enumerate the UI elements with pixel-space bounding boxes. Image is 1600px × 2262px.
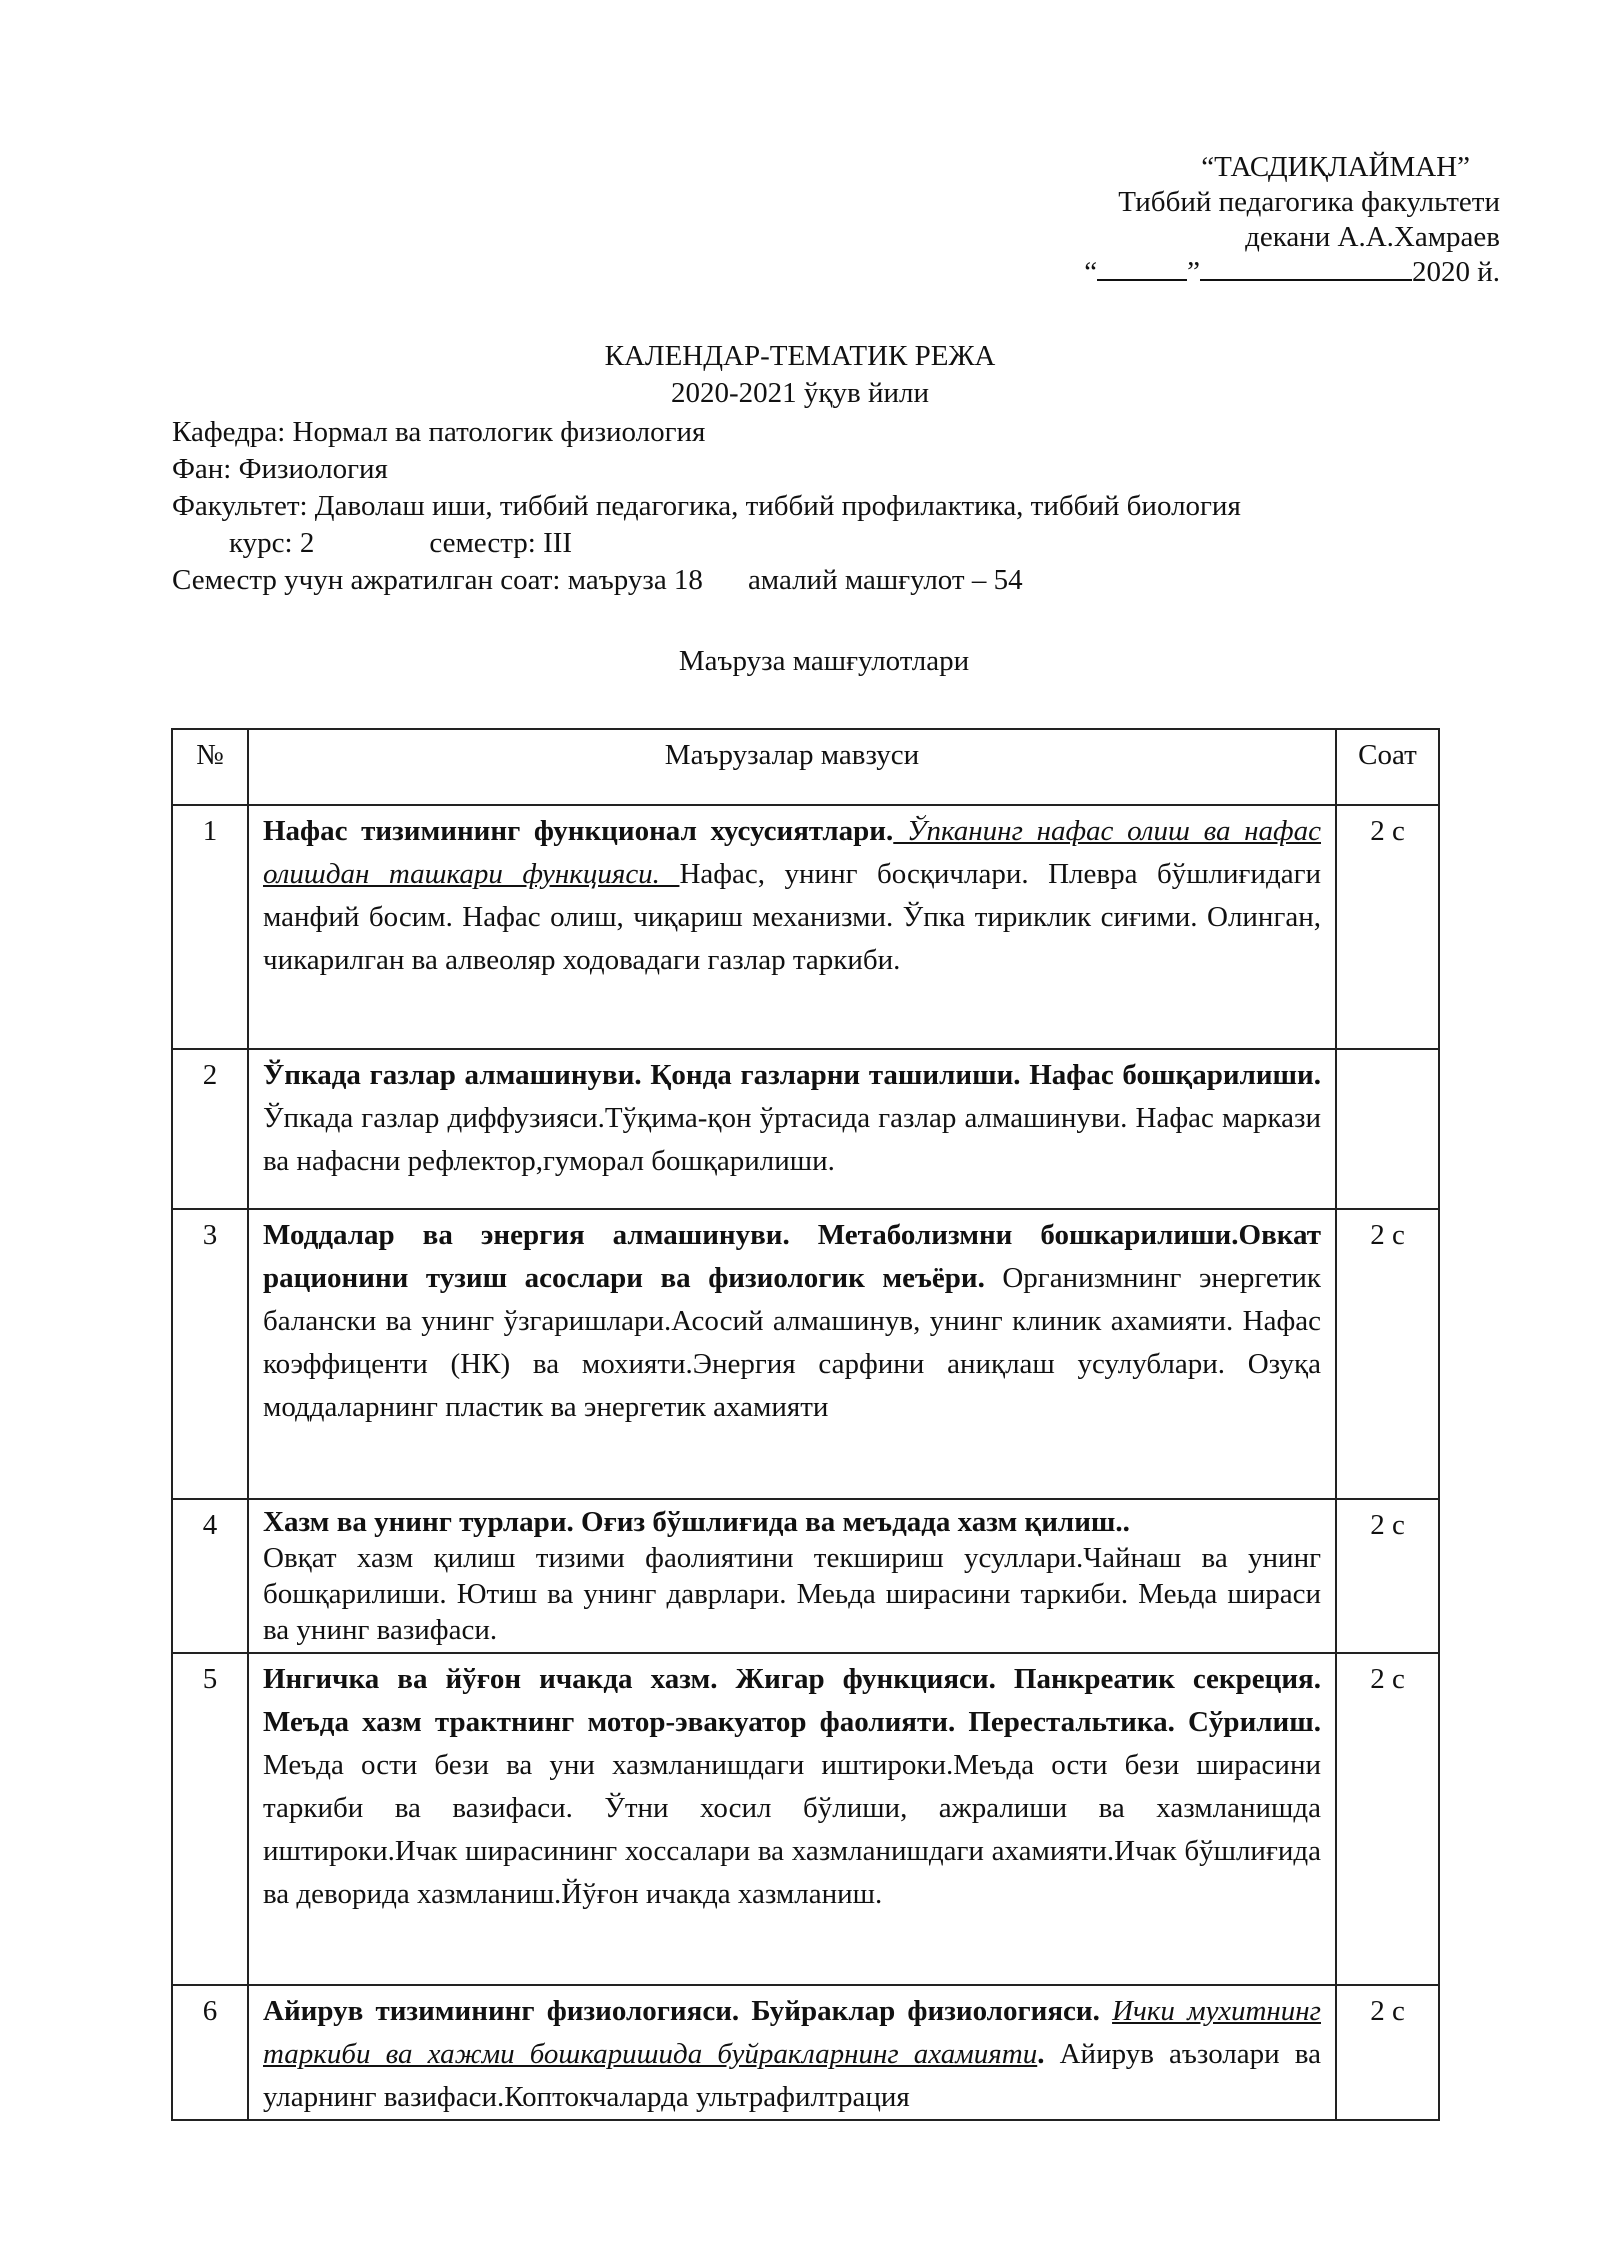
topic-title: Ингичка ва йўғон ичакда хазм. Жигар функцияси. Панкреатик секреция. Меъда хазм трактнинг мотор-эвакуатор фаолияти. Перестальтика. Сўрилиш. bbox=[263, 1663, 1321, 1738]
header-hours: Соат bbox=[1336, 729, 1439, 805]
semester-label: семестр: III bbox=[429, 527, 573, 559]
table-header-row bbox=[172, 729, 1439, 805]
topic-text: Меъда ости бези ва уни хазмланишдаги иштироки.Меъда ости бези ширасини таркиби ва вазифаси. Ўтни хосил бўлиши, ажралиши ва хазмланишда иштироки.Ичак ширасининг хоссалари ва хазмланишдаги ахамияти.Ичак бўшлиғида ва деворида хазмланиш.Йўғон ичакда хазмланиш. bbox=[263, 1749, 1321, 1910]
plan-meta bbox=[172, 414, 1472, 599]
date-year: 2020 й. bbox=[1411, 256, 1500, 288]
faculty-line: Факультет: Даволаш иши, тиббий педагогика, тиббий профилактика, тиббий биология bbox=[172, 490, 1241, 522]
row-number: 2 bbox=[172, 1049, 248, 1209]
row-number: 3 bbox=[172, 1209, 248, 1499]
topic-title: Ўпкада газлар алмашинуви. Қонда газларни ташилиши. Нафас бошқарилиши. bbox=[263, 1059, 1321, 1091]
table-row bbox=[172, 1209, 1439, 1499]
practical-hours: амалий машғулот – 54 bbox=[747, 564, 1023, 596]
row-number: 6 bbox=[172, 1985, 248, 2120]
course-semester-line bbox=[172, 525, 1472, 562]
table-row bbox=[172, 1499, 1439, 1653]
topic-text: Нафас, унинг босқичлари. Плевра бўшлиғидаги манфий босим. Нафас олиш, чиқариш механизми. Ўпка тириклик сиғими. Олинган, чикарилган ва алвеоляр ходовадаги газлар таркиби. bbox=[263, 858, 1321, 976]
row-topic bbox=[248, 1049, 1336, 1209]
row-topic bbox=[248, 1653, 1336, 1985]
topic-title: Нафас тизимининг функционал хусусиятлари. bbox=[263, 815, 894, 847]
topic-text: Организмнинг энергетик балански ва унинг ўзгаришлари.Асосий алмашинув, унинг клиник ахамияти. Нафас коэффиценти (НК) ва мохияти.Энергия сарфини аниқлаш усулублари. Озуқа моддаларнинг пластик ва энергетик ахамияти bbox=[263, 1262, 1321, 1423]
row-topic bbox=[248, 1209, 1336, 1499]
topic-subtitle: Ички мухитнинг таркиби ва хажми бошкаришида буйракларнинг ахамияти bbox=[263, 1995, 1321, 2070]
lecture-hours: Семестр учун ажратилган соат: маъруза 18 bbox=[172, 564, 703, 596]
header-topic: Маърузалар мавзуси bbox=[248, 729, 1336, 805]
table-row bbox=[172, 1653, 1439, 1985]
department-line: Кафедра: Нормал ва патологик физиология bbox=[172, 416, 706, 448]
academic-year: 2020-2021 ўқув йили bbox=[671, 377, 929, 409]
approval-line-faculty: Тиббий педагогика факультети bbox=[1118, 186, 1500, 218]
topic-title: Айирув тизимининг физиологияси. Буйраклар физиологияси. bbox=[263, 1995, 1100, 2027]
table-row bbox=[172, 805, 1439, 1049]
row-number: 4 bbox=[172, 1499, 248, 1653]
topic-title-end: . bbox=[1037, 2038, 1045, 2070]
day-blank bbox=[1097, 255, 1187, 281]
row-hours: 2 с bbox=[1336, 805, 1439, 1049]
row-number: 5 bbox=[172, 1653, 248, 1985]
row-hours: 2 с bbox=[1336, 1499, 1439, 1653]
table-row bbox=[172, 1985, 1439, 2120]
approval-block bbox=[940, 150, 1500, 290]
row-hours: 2 с bbox=[1336, 1985, 1439, 2120]
lectures-table bbox=[171, 728, 1440, 2121]
row-hours: 2 с bbox=[1336, 1209, 1439, 1499]
topic-subtitle: Ўпканинг нафас олиш ва нафас олишдан ташкари функцияси. bbox=[263, 815, 1321, 890]
topic-text: Овқат хазм қилиш тизими фаолиятини текшириш усуллари.Чайнаш ва унинг бошқарилиши. Ютиш ва унинг даврлари. Меьда ширасини таркиби. Меьда шираси ва унинг вазифаси. bbox=[263, 1542, 1321, 1646]
approval-date bbox=[940, 255, 1500, 290]
month-blank bbox=[1200, 255, 1412, 281]
topic-title: Моддалар ва энергия алмашинуви. Метаболизмни бошкарилиши.Овкат рационини тузиш асослари ва физиологик меъёри. bbox=[263, 1219, 1321, 1294]
subject-line: Фан: Физиология bbox=[172, 453, 388, 485]
date-close-quote: ” bbox=[1187, 256, 1200, 288]
approval-title: “ТАСДИҚЛАЙМАН” bbox=[1201, 151, 1470, 183]
row-topic bbox=[248, 805, 1336, 1049]
approval-line-dean: декани А.А.Хамраев bbox=[1245, 221, 1500, 253]
table-row bbox=[172, 1049, 1439, 1209]
plan-title: КАЛЕНДАР-ТЕМАТИК РЕЖА bbox=[604, 340, 996, 372]
section-title: Маъруза машғулотлари bbox=[678, 645, 970, 677]
date-open-quote: “ bbox=[1084, 256, 1098, 288]
row-hours bbox=[1336, 1049, 1439, 1209]
topic-text: Айирув аъзолари ва уларнинг вазифаси.Коптокчаларда ультрафилтрация bbox=[263, 2038, 1321, 2113]
row-hours: 2 с bbox=[1336, 1653, 1439, 1985]
hours-line bbox=[172, 562, 1472, 599]
topic-text: Ўпкада газлар диффузияси.Тўқима-қон ўртасида газлар алмашинуви. Нафас маркази ва нафасни рефлектор,гуморал бошқарилиши. bbox=[263, 1102, 1321, 1177]
course-label: курс: 2 bbox=[229, 527, 315, 559]
topic-title: Хазм ва унинг турлари. Оғиз бўшлиғида ва меъдада хазм қилиш.. bbox=[263, 1506, 1130, 1538]
header-number: № bbox=[172, 729, 248, 805]
row-topic bbox=[248, 1985, 1336, 2120]
plan-heading bbox=[0, 338, 1600, 412]
row-topic bbox=[248, 1499, 1336, 1653]
row-number: 1 bbox=[172, 805, 248, 1049]
